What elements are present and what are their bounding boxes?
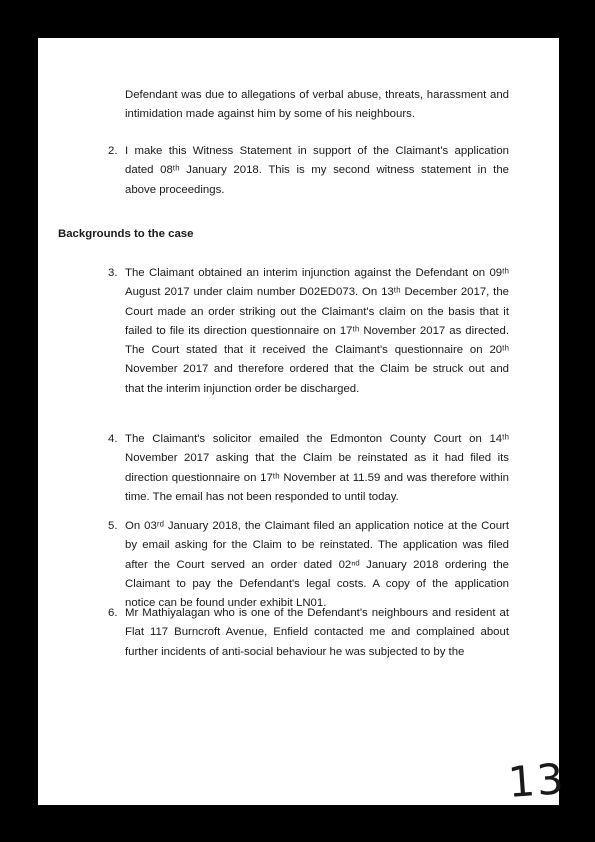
text-line: Defendant was due to allegations of verbal abuse, threats, harassment and [125, 89, 509, 101]
text-line: Flat 117 Burncroft Avenue, Enfield contacted me and complained about [125, 626, 509, 639]
paragraph-3 [108, 264, 509, 399]
document-page [38, 38, 568, 807]
paragraph-number: 2. [108, 145, 118, 157]
handwritten-page-number: 13 [506, 754, 568, 807]
text-line: direction questionnaire on 17ᵗʰ November at 11.59 and was therefore within [125, 471, 509, 484]
text-line: The Claimant's solicitor emailed the Edmonton County Court on 14ᵗʰ [125, 433, 509, 445]
text-line: On 03ʳᵈ January 2018, the Claimant filed an application notice at the Court [125, 520, 509, 532]
text-line: November 2017 asking that the Claim be reinstated as it had filed its [125, 452, 509, 465]
text-line: failed to file its direction questionnaire on 17ᵗʰ November 2017 as directed. [125, 324, 509, 337]
paragraph-2 [108, 142, 509, 200]
paragraph-6 [108, 604, 509, 662]
paragraph-4 [108, 430, 509, 507]
text-line: after the Court served an order dated 02ⁿᵈ January 2018 ordering the [125, 558, 509, 571]
text-line: August 2017 under claim number D02ED073. On 13ᵗʰ December 2017, the [125, 286, 509, 299]
text-line: time. The email has not been responded to until today. [125, 490, 399, 503]
text-line: dated 08ᵗʰ January 2018. This is my second witness statement in the [125, 164, 509, 177]
text-line: by email asking for the Claim to be reinstated. The application was filed [125, 539, 509, 552]
text-line: November 2017 and therefore ordered that the Claim be struck out and [125, 363, 509, 376]
text-line: Mr Mathiyalagan who is one of the Defendant's neighbours and resident at [125, 607, 509, 619]
text-line: that the interim injunction order be discharged. [125, 382, 360, 395]
text-line: intimidation made against him by some of his neighbours. [125, 108, 415, 121]
paragraph-number: 3. [108, 267, 118, 279]
paragraph-number: 4. [108, 433, 118, 445]
paragraph-number: 6. [108, 607, 118, 619]
text-line: Claimant to pay the Defendant's legal costs. A copy of the application [125, 577, 509, 590]
section-heading: Backgrounds to the case [58, 228, 194, 240]
text-line: notice can be found under exhibit LN01. [125, 597, 327, 610]
text-line: Court made an order striking out the Claimant's claim on the basis that it [125, 305, 509, 318]
text-line: further incidents of anti-social behaviour he was subjected to by the [125, 645, 465, 658]
paragraph-1-continued [125, 86, 509, 125]
paragraph-5 [108, 517, 509, 613]
text-line: The Claimant obtained an interim injunction against the Defendant on 09ᵗʰ [125, 267, 509, 279]
paragraph-number: 5. [108, 520, 118, 532]
text-line: above proceedings. [125, 183, 225, 196]
text-line: I make this Witness Statement in support of the Claimant's application [125, 145, 509, 157]
text-line: The Court stated that it received the Claimant's questionnaire on 20ᵗʰ [125, 344, 509, 357]
